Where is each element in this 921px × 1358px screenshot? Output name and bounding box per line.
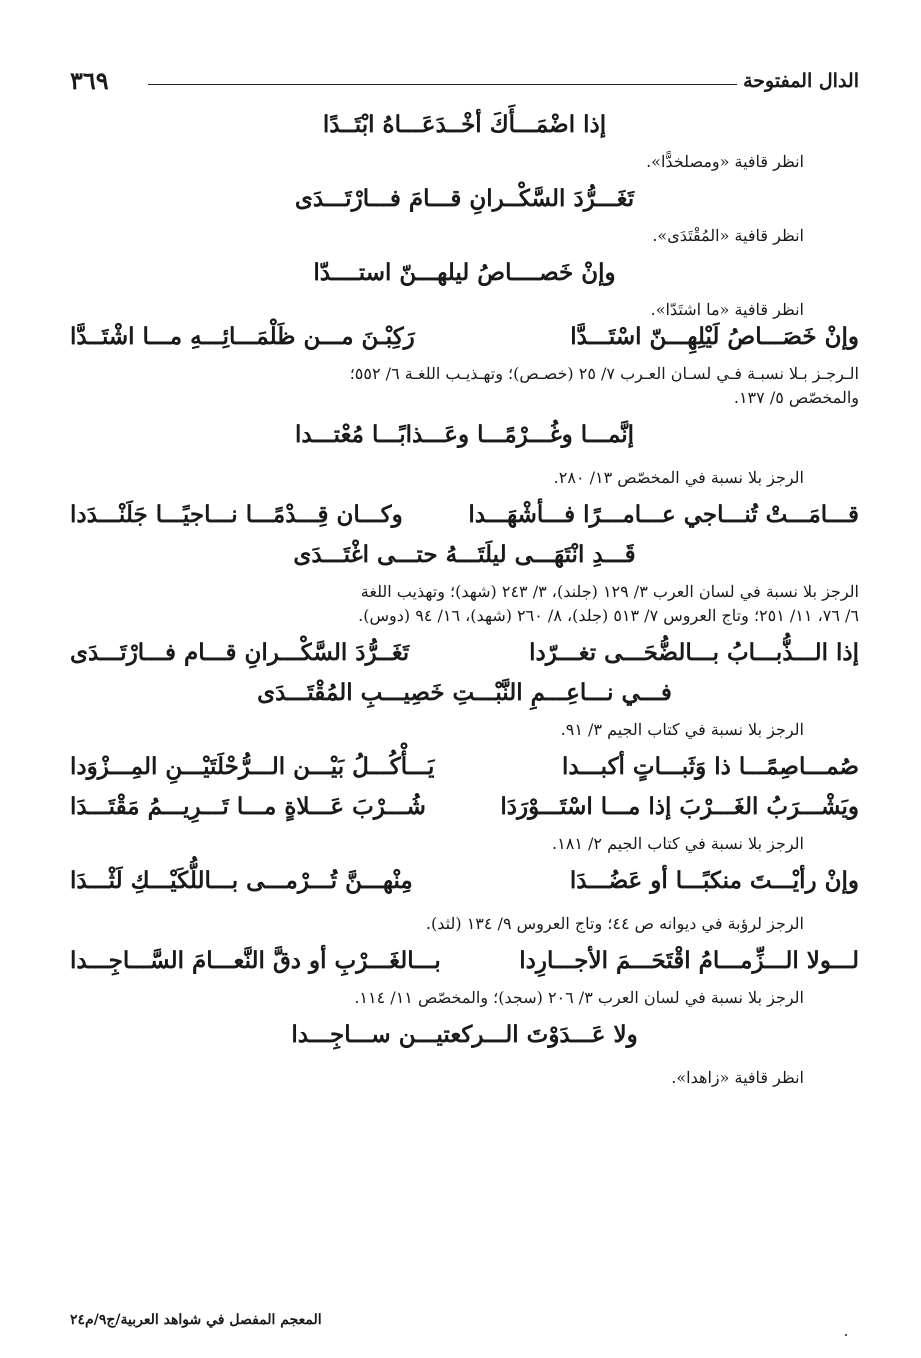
verse-line: [70, 420, 859, 450]
verse-couplet: [70, 792, 859, 822]
hemistich-first: إذا الـــذُّبـــابُ بـــالضُّحَـــى تغـــرّدا: [529, 639, 859, 666]
hemistich-first: ويَشْـــرَبُ الغَـــرْبَ إذا مـــا اسْتَـــوْرَدَا: [500, 793, 859, 820]
verse-line: [70, 184, 859, 214]
note-text: الرجز بلا نسبة في المخصّص ١٣/ ٢٨٠.: [553, 468, 804, 487]
hemistich-first: صُمـــاصِمًـــا ذا وَثَبـــاتٍ أكبـــدا: [561, 753, 859, 780]
note-line-continued: [70, 604, 859, 628]
note-line: [70, 466, 859, 490]
note-text: انظر قافية «ما اشتَدّا».: [650, 300, 804, 319]
print-speck: [845, 1334, 847, 1336]
footer-signature: المعجم المفصل في شواهد العربية/ج٩/م٢٤: [70, 1312, 322, 1328]
note-text: ٦/ ٧٦، ١١/ ٢٥١؛ وتاج العروس ٧/ ٥١٣ (جلد)، ٨/ ٢٦٠ (شهد)، ١٦/ ٩٤ (دوس).: [358, 606, 859, 625]
verse-couplet: [70, 322, 859, 352]
hemistich-second: رَكِبْـنَ مـــن ظَلْمَـــائِـــهِ مـــا اشْتَــدَّا: [70, 323, 415, 350]
verse-couplet: [70, 752, 859, 782]
note-text: انظر قافية «زاهدا».: [671, 1068, 804, 1087]
hemistich-first: قـــامَـــتْ تُنـــاجي عـــامـــرًا فـــأشْهَـــدا: [468, 501, 859, 528]
verse-couplet: [70, 866, 859, 896]
verse-line: [70, 678, 859, 708]
note-line: [70, 912, 859, 936]
note-line: [70, 224, 859, 248]
note-text: الرجز لرؤبة في ديوانه ص ٤٤؛ وتاج العروس ٩/ ١٣٤ (لثد).: [425, 914, 804, 933]
note-text: انظر قافية «المُقْتَدَى».: [652, 226, 804, 245]
verse-line: [70, 540, 859, 570]
verse-text: فـــي نـــاعِـــمِ النَّبْـــتِ خَصِيـــبِ المُقْتَـــدَى: [257, 679, 672, 706]
page-header: [70, 66, 859, 98]
note-line: [70, 832, 859, 856]
hemistich-second: يَـــأْكُـــلُ بَيْـــن الـــرُّحْلَتَيْـــنِ المِـــزْوَدا: [70, 753, 435, 780]
hemistich-second: مِنْهـــنَّ تُـــرْمـــى بـــاللُّكَيْـــكِ لَثْـــدَا: [70, 867, 413, 894]
hemistich-second: شُـــرْبَ عَـــلاةٍ مـــا تَـــرِيـــمُ مَقْتَـــدَا: [70, 793, 426, 820]
hemistich-first: لـــولا الـــزِّمـــامُ اقْتَحَـــمَ الأجـــارِدا: [519, 947, 859, 974]
hemistich-first: وإنْ خَصَـــاصُ لَيْلِهِـــنّ اسْتَـــدَّا: [570, 323, 859, 350]
header-rule: [148, 84, 737, 85]
note-line: [70, 1066, 859, 1090]
verse-text: قَـــدِ انْتَهَـــى ليلَتَـــهُ حتـــى اغْتَـــدَى: [293, 541, 636, 568]
verse-couplet: [70, 500, 859, 530]
note-line: [70, 718, 859, 742]
note-line: [70, 150, 859, 174]
verse-text: وإنْ خَصــــاصُ ليلهـــنّ استــــدّا: [313, 259, 616, 286]
note-text: والمخصّص ٥/ ١٣٧.: [733, 388, 859, 407]
verse-couplet: [70, 946, 859, 976]
verse-text: إذا اضْمَـــأَكَ أخْــدَعَـــاهُ ابْتَــدًا: [322, 111, 607, 138]
note-line: [70, 986, 859, 1010]
verse-line: [70, 258, 859, 288]
note-text: الرجز بلا نسبة في لسان العرب ٣/ ٢٠٦ (سجد)؛ والمخصّص ١١/ ١١٤.: [354, 988, 804, 1007]
note-line-continued: [70, 386, 859, 410]
hemistich-second: وكـــان قِـــدْمًـــا نـــاجيًـــا جَلَنْـــدَدا: [70, 501, 403, 528]
verse-line: [70, 110, 859, 140]
verse-text: إنَّمـــا وغُـــرْمًـــا وعَـــذابًـــا مُعْتـــدا: [294, 421, 635, 448]
note-text: انظر قافية «ومصلخدًّا».: [646, 152, 804, 171]
note-line: [70, 580, 859, 604]
running-title: الدال المفتوحة: [743, 70, 859, 92]
page-content: [70, 110, 859, 1090]
verse-text: ولا عَـــدَوْتَ الـــركعتيـــن ســـاجِـــدا: [291, 1021, 638, 1048]
note-text: الرجز بلا نسبة في كتاب الجيم ٢/ ١٨١.: [552, 834, 804, 853]
hemistich-second: بـــالغَـــرْبِ أو دقَّ النَّعـــامَ السَّـــاجِـــدا: [70, 947, 441, 974]
page-number: ٣٦٩: [70, 66, 109, 95]
verse-line: [70, 1020, 859, 1050]
verse-text: تَغَـــرُّدَ السَّكْــرانِ قـــامَ فـــارْتَـــدَى: [294, 185, 635, 212]
note-line: [70, 362, 859, 386]
hemistich-second: تَغَــرُّدَ السَّكْـــرانِ قـــام فـــارْتَـــدَى: [70, 639, 410, 666]
hemistich-first: وإنْ رأيْـــتَ منكبًـــا أو عَضُـــدَا: [569, 867, 859, 894]
note-line: [70, 298, 859, 322]
note-text: الـرجـز بـلا نسبـة فـي لسـان العـرب ٧/ ٢٥ (خصـص)؛ وتهـذيـب اللغـة ٦/ ٥٥٢؛: [349, 364, 859, 383]
note-text: الرجز بلا نسبة في لسان العرب ٣/ ١٢٩ (جلند)، ٣/ ٢٤٣ (شهد)؛ وتهذيب اللغة: [360, 582, 859, 601]
verse-couplet: [70, 638, 859, 668]
note-text: الرجز بلا نسبة في كتاب الجيم ٣/ ٩١.: [560, 720, 804, 739]
